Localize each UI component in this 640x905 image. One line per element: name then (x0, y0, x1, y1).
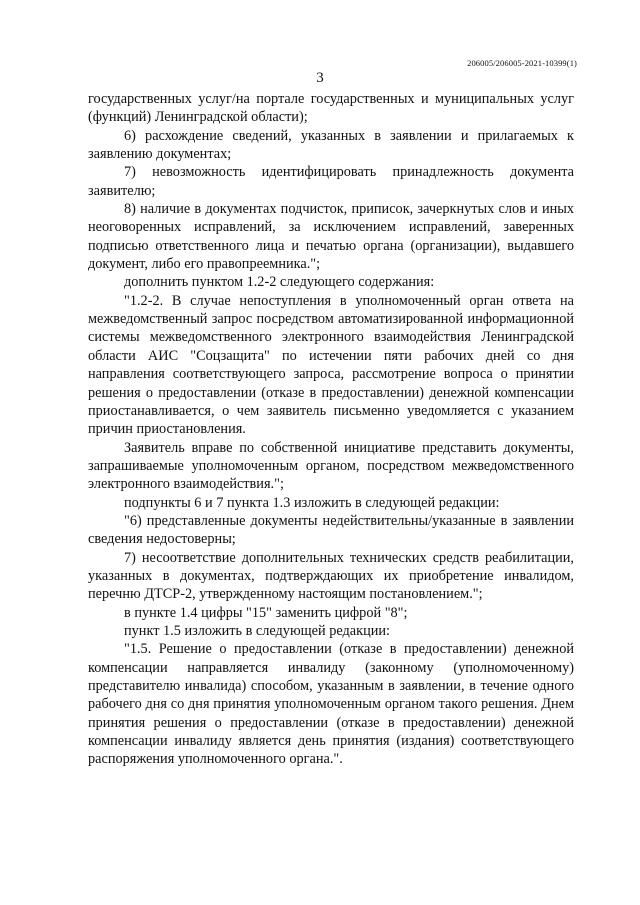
page-number: 3 (316, 70, 324, 86)
paragraph: Заявитель вправе по собственной инициативе представить документы, запрашиваемые уполномоченным органом, посредством межведомственного электронного взаимодействия."; (88, 439, 574, 493)
paragraph: дополнить пунктом 1.2-2 следующего содержания: (124, 274, 435, 291)
document-body (88, 90, 574, 769)
paragraph: подпункты 6 и 7 пункта 1.3 изложить в следующей редакции: (124, 494, 500, 511)
paragraph: "1.5. Решение о предоставлении (отказе в предоставлении) денежной компенсации направляется инвалиду (законному (уполномоченному) представителю инвалида) способом, указанным в заявлении, в течение одного рабочего дня со дня принятия уполномоченным органом такого решения. Днем принятия решения о предоставлении (отказе в предоставлении) денежной компенсации инвалиду является день принятия (издания) соответствующего распоряжения уполномоченного органа.". (88, 641, 574, 768)
paragraph: 7) невозможность идентифицировать принадлежность документа заявителю; (88, 164, 574, 199)
document-id: 206005/206005-2021-10399(1) (467, 58, 577, 68)
paragraph: "6) представленные документы недействительны/указанные в заявлении сведения недостоверны; (88, 512, 574, 548)
paragraph: "1.2-2. В случае непоступления в уполномоченный орган ответа на межведомственный запрос посредством автоматизированной информационной системы межведомственного электронного взаимодействия Ленинградской области АИС "Соцзащита" по истечении пяти рабочих дней со дня направления соответствующего запроса, рассмотрение вопроса о принятии решения о предоставлении (отказе в предоставлении) денежной компенсации приостанавливается, о чем заявитель письменно уведомляется с указанием причин приостановления. (88, 292, 574, 438)
paragraph: 6) расхождение сведений, указанных в заявлении и прилагаемых к заявлению документах; (88, 127, 574, 163)
paragraph: 7) несоответствие дополнительных технических средств реабилитации, указанных в документах, подтверждающих их приобретение инвалидом, перечню ДТСР-2, утвержденному настоящим постановлением."; (88, 549, 574, 603)
paragraph: в пункте 1.4 цифры "15" заменить цифрой "8"; (124, 604, 408, 621)
paragraph: 8) наличие в документах подчисток, приписок, зачеркнутых слов и иных неоговоренных исправлений, за исключением исправлений, заверенных подписью ответственного лица и печатью органа (организации), выдавшего документ, либо его правопреемника."; (88, 201, 574, 273)
paragraph: пункт 1.5 изложить в следующей редакции: (124, 622, 391, 639)
paragraph: государственных услуг/на портале государственных и муниципальных услуг (функций) Ленинградской области); (88, 91, 574, 126)
